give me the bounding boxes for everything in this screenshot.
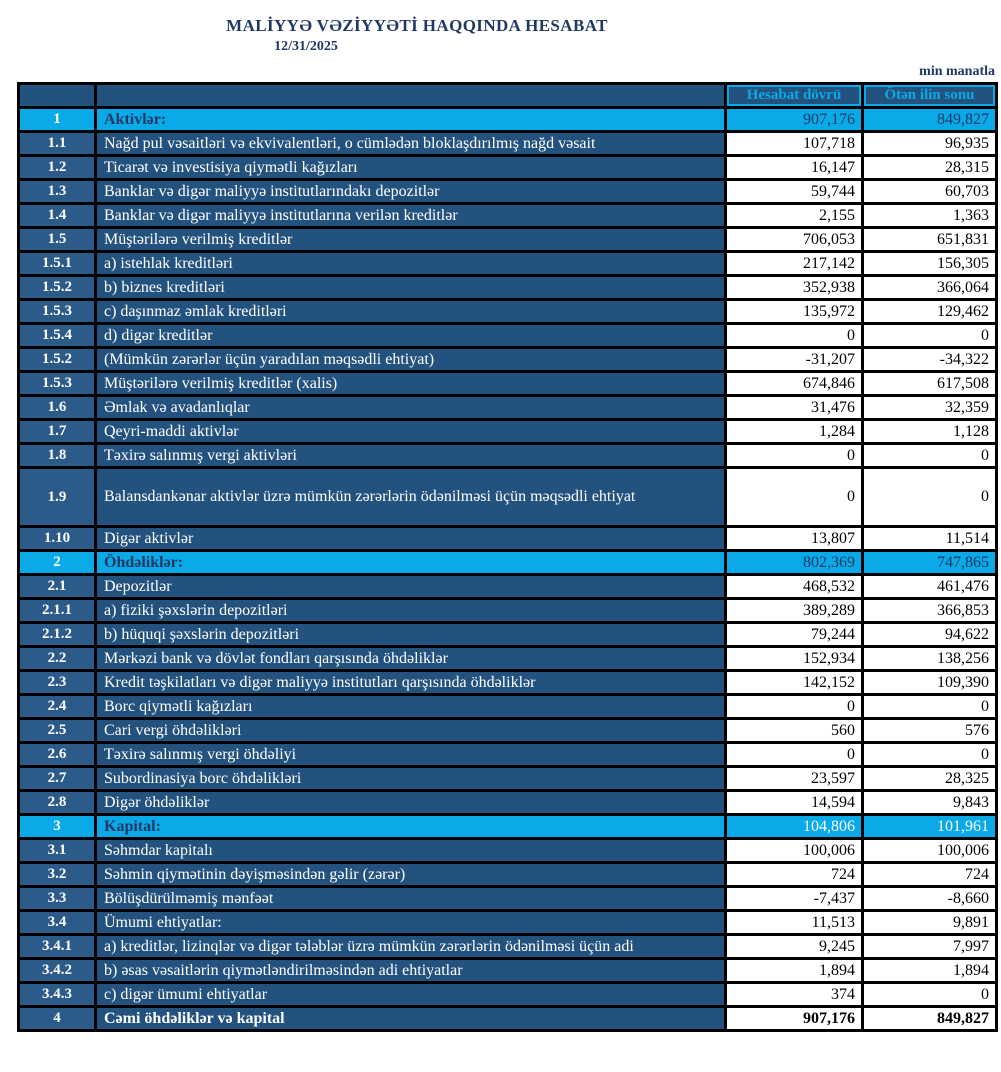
row-label-cell: Öhdəliklər: <box>96 551 726 575</box>
value-cell-current: 468,532 <box>726 575 863 599</box>
row-number-cell: 2.1.2 <box>19 623 96 647</box>
report-date: 12/31/2025 <box>274 39 338 54</box>
value-cell-current: 23,597 <box>726 767 863 791</box>
row-label-cell: b) biznes kreditləri <box>96 276 726 300</box>
value-cell-previous: 28,315 <box>863 156 997 180</box>
value-cell-previous: 1,363 <box>863 204 997 228</box>
row-label-cell: Cəmi öhdəliklər və kapital <box>96 1007 726 1031</box>
table-row <box>19 671 997 695</box>
table-row <box>19 767 997 791</box>
value-cell-current: 0 <box>726 324 863 348</box>
row-number-cell: 3.4.1 <box>19 935 96 959</box>
value-cell-current: 706,053 <box>726 228 863 252</box>
table-row <box>19 300 997 324</box>
value-cell-current: 142,152 <box>726 671 863 695</box>
table-row <box>19 420 997 444</box>
row-label-cell: Aktivlər: <box>96 108 726 132</box>
row-label-cell: Təxirə salınmış vergi öhdəliyi <box>96 743 726 767</box>
value-cell-previous: 0 <box>863 444 997 468</box>
row-label-cell: Təxirə salınmış vergi aktivləri <box>96 444 726 468</box>
row-number-cell: 1.5.4 <box>19 324 96 348</box>
row-label-cell: Müştərilərə verilmiş kreditlər (xalis) <box>96 372 726 396</box>
table-row <box>19 276 997 300</box>
value-cell-current: 724 <box>726 863 863 887</box>
value-cell-current: 104,806 <box>726 815 863 839</box>
row-label-cell: c) digər ümumi ehtiyatlar <box>96 983 726 1007</box>
table-row <box>19 983 997 1007</box>
row-number-cell: 1.5.3 <box>19 300 96 324</box>
table-row <box>19 228 997 252</box>
row-number-cell: 2.7 <box>19 767 96 791</box>
table-row <box>19 887 997 911</box>
table-row <box>19 863 997 887</box>
table-body <box>19 108 997 1031</box>
row-label-cell: Ümumi ehtiyatlar: <box>96 911 726 935</box>
row-label-cell: Banklar və digər maliyyə institutlarına verilən kreditlər <box>96 204 726 228</box>
row-label-cell: Kapital: <box>96 815 726 839</box>
row-number-cell: 4 <box>19 1007 96 1031</box>
value-cell-current: 135,972 <box>726 300 863 324</box>
value-cell-previous: 0 <box>863 743 997 767</box>
value-cell-current: -7,437 <box>726 887 863 911</box>
value-cell-previous: 1,128 <box>863 420 997 444</box>
row-number-cell: 3 <box>19 815 96 839</box>
row-number-cell: 1.6 <box>19 396 96 420</box>
value-cell-previous: 0 <box>863 468 997 527</box>
row-label-cell: Subordinasiya borc öhdəlikləri <box>96 767 726 791</box>
table-row <box>19 959 997 983</box>
value-cell-current: 107,718 <box>726 132 863 156</box>
value-cell-previous: 100,006 <box>863 839 997 863</box>
report-page <box>0 16 1001 1032</box>
row-number-cell: 1.4 <box>19 204 96 228</box>
row-label-cell: b) hüquqi şəxslərin depozitləri <box>96 623 726 647</box>
value-cell-previous: 724 <box>863 863 997 887</box>
table-row <box>19 839 997 863</box>
report-title: MALİYYƏ VƏZİYYƏTİ HAQQINDA HESABAT <box>226 16 608 35</box>
table-row <box>19 719 997 743</box>
row-label-cell: Digər aktivlər <box>96 527 726 551</box>
table-row <box>19 791 997 815</box>
row-number-cell: 3.4.2 <box>19 959 96 983</box>
table-row <box>19 348 997 372</box>
value-cell-previous: 0 <box>863 324 997 348</box>
row-number-cell: 2.8 <box>19 791 96 815</box>
row-number-cell: 1.5.2 <box>19 276 96 300</box>
row-number-cell: 1.5.3 <box>19 372 96 396</box>
header-current-period: Hesabat dövrü <box>726 84 863 108</box>
header-number-cell <box>19 84 96 108</box>
row-number-cell: 1.7 <box>19 420 96 444</box>
row-label-cell: Mərkəzi bank və dövlət fondları qarşısında öhdəliklər <box>96 647 726 671</box>
value-cell-previous: 0 <box>863 695 997 719</box>
row-label-cell: Əmlak və avadanlıqlar <box>96 396 726 420</box>
row-number-cell: 2.2 <box>19 647 96 671</box>
value-cell-previous: 101,961 <box>863 815 997 839</box>
row-label-cell: Səhmdar kapitalı <box>96 839 726 863</box>
value-cell-previous: 28,325 <box>863 767 997 791</box>
table-row <box>19 468 997 527</box>
value-cell-current: -31,207 <box>726 348 863 372</box>
value-cell-current: 374 <box>726 983 863 1007</box>
row-label-cell: a) kreditlər, lizinqlər və digər tələblər üzrə mümkün zərərlərin ödənilməsi üçün adi <box>96 935 726 959</box>
header-label-cell <box>96 84 726 108</box>
row-label-cell: Kredit təşkilatları və digər maliyyə institutları qarşısında öhdəliklər <box>96 671 726 695</box>
unit-note: min manatla <box>919 64 995 79</box>
value-cell-current: 14,594 <box>726 791 863 815</box>
value-cell-current: 0 <box>726 743 863 767</box>
value-cell-previous: 366,064 <box>863 276 997 300</box>
value-cell-current: 59,744 <box>726 180 863 204</box>
value-cell-current: 79,244 <box>726 623 863 647</box>
row-number-cell: 1.9 <box>19 468 96 527</box>
value-cell-current: 2,155 <box>726 204 863 228</box>
row-number-cell: 3.1 <box>19 839 96 863</box>
table-row <box>19 444 997 468</box>
row-number-cell: 3.2 <box>19 863 96 887</box>
table-row <box>19 743 997 767</box>
row-label-cell: Borc qiymətli kağızları <box>96 695 726 719</box>
value-cell-current: 352,938 <box>726 276 863 300</box>
value-cell-current: 1,894 <box>726 959 863 983</box>
table-row <box>19 599 997 623</box>
table-row <box>19 252 997 276</box>
row-number-cell: 2 <box>19 551 96 575</box>
row-label-cell: Depozitlər <box>96 575 726 599</box>
row-number-cell: 3.3 <box>19 887 96 911</box>
value-cell-previous: 651,831 <box>863 228 997 252</box>
value-cell-previous: 366,853 <box>863 599 997 623</box>
value-cell-previous: -34,322 <box>863 348 997 372</box>
value-cell-previous: 747,865 <box>863 551 997 575</box>
value-cell-previous: 849,827 <box>863 1007 997 1031</box>
value-cell-current: 1,284 <box>726 420 863 444</box>
row-number-cell: 2.3 <box>19 671 96 695</box>
row-label-cell: Digər öhdəliklər <box>96 791 726 815</box>
value-cell-current: 13,807 <box>726 527 863 551</box>
table-row <box>19 108 997 132</box>
financial-position-table <box>17 82 998 1032</box>
value-cell-current: 9,245 <box>726 935 863 959</box>
value-cell-current: 802,369 <box>726 551 863 575</box>
table-row <box>19 396 997 420</box>
row-label-cell: Banklar və digər maliyyə institutlarındakı depozitlər <box>96 180 726 204</box>
row-label-cell: Balansdankənar aktivlər üzrə mümkün zərərlərin ödənilməsi üçün məqsədli ehtiyat <box>96 468 726 527</box>
value-cell-previous: 94,622 <box>863 623 997 647</box>
value-cell-current: 11,513 <box>726 911 863 935</box>
value-cell-current: 907,176 <box>726 108 863 132</box>
value-cell-current: 217,142 <box>726 252 863 276</box>
table-row <box>19 180 997 204</box>
row-label-cell: c) daşınmaz əmlak kreditləri <box>96 300 726 324</box>
table-row <box>19 551 997 575</box>
row-label-cell: d) digər kreditlər <box>96 324 726 348</box>
table-row <box>19 156 997 180</box>
value-cell-previous: 617,508 <box>863 372 997 396</box>
table-row <box>19 527 997 551</box>
value-cell-previous: 9,843 <box>863 791 997 815</box>
row-label-cell: Bölüşdürülməmiş mənfəət <box>96 887 726 911</box>
row-label-cell: Səhmin qiymətinin dəyişməsindən gəlir (zərər) <box>96 863 726 887</box>
table-row <box>19 324 997 348</box>
value-cell-previous: 849,827 <box>863 108 997 132</box>
value-cell-current: 0 <box>726 444 863 468</box>
value-cell-previous: 156,305 <box>863 252 997 276</box>
row-label-cell: Cari vergi öhdəlikləri <box>96 719 726 743</box>
value-cell-current: 907,176 <box>726 1007 863 1031</box>
row-label-cell: Nağd pul vəsaitləri və ekvivalentləri, o cümlədən bloklaşdırılmış nağd vəsait <box>96 132 726 156</box>
row-number-cell: 1.2 <box>19 156 96 180</box>
row-label-cell: (Mümkün zərərlər üçün yaradılan məqsədli ehtiyat) <box>96 348 726 372</box>
row-number-cell: 1.1 <box>19 132 96 156</box>
value-cell-current: 152,934 <box>726 647 863 671</box>
table-row <box>19 372 997 396</box>
value-cell-current: 31,476 <box>726 396 863 420</box>
value-cell-current: 16,147 <box>726 156 863 180</box>
row-number-cell: 2.5 <box>19 719 96 743</box>
value-cell-current: 100,006 <box>726 839 863 863</box>
row-number-cell: 2.1.1 <box>19 599 96 623</box>
row-number-cell: 1.3 <box>19 180 96 204</box>
row-number-cell: 1.10 <box>19 527 96 551</box>
value-cell-current: 674,846 <box>726 372 863 396</box>
table-header-row <box>19 84 997 108</box>
value-cell-previous: 129,462 <box>863 300 997 324</box>
row-label-cell: Qeyri-maddi aktivlər <box>96 420 726 444</box>
value-cell-previous: 9,891 <box>863 911 997 935</box>
row-label-cell: a) istehlak kreditləri <box>96 252 726 276</box>
row-number-cell: 2.1 <box>19 575 96 599</box>
value-cell-previous: 0 <box>863 983 997 1007</box>
value-cell-previous: 60,703 <box>863 180 997 204</box>
row-number-cell: 2.4 <box>19 695 96 719</box>
row-number-cell: 3.4.3 <box>19 983 96 1007</box>
row-number-cell: 1.5.2 <box>19 348 96 372</box>
table-row <box>19 647 997 671</box>
value-cell-previous: 1,894 <box>863 959 997 983</box>
row-number-cell: 1.8 <box>19 444 96 468</box>
row-label-cell: b) əsas vəsaitlərin qiymətləndirilməsindən adi ehtiyatlar <box>96 959 726 983</box>
value-cell-previous: 109,390 <box>863 671 997 695</box>
value-cell-previous: -8,660 <box>863 887 997 911</box>
value-cell-previous: 96,935 <box>863 132 997 156</box>
row-number-cell: 2.6 <box>19 743 96 767</box>
table-row <box>19 695 997 719</box>
table-row <box>19 911 997 935</box>
value-cell-previous: 11,514 <box>863 527 997 551</box>
value-cell-previous: 32,359 <box>863 396 997 420</box>
row-number-cell: 1.5 <box>19 228 96 252</box>
header-previous-period: Ötən ilin sonu <box>863 84 997 108</box>
table-row <box>19 935 997 959</box>
value-cell-previous: 576 <box>863 719 997 743</box>
row-number-cell: 1 <box>19 108 96 132</box>
table-row <box>19 132 997 156</box>
value-cell-current: 0 <box>726 695 863 719</box>
value-cell-previous: 138,256 <box>863 647 997 671</box>
row-label-cell: Ticarət və investisiya qiymətli kağızları <box>96 156 726 180</box>
value-cell-previous: 7,997 <box>863 935 997 959</box>
value-cell-previous: 461,476 <box>863 575 997 599</box>
row-number-cell: 1.5.1 <box>19 252 96 276</box>
row-label-cell: Müştərilərə verilmiş kreditlər <box>96 228 726 252</box>
table-row <box>19 575 997 599</box>
value-cell-current: 560 <box>726 719 863 743</box>
value-cell-current: 389,289 <box>726 599 863 623</box>
table-row <box>19 1007 997 1031</box>
table-row <box>19 204 997 228</box>
table-row <box>19 815 997 839</box>
row-label-cell: a) fiziki şəxslərin depozitləri <box>96 599 726 623</box>
table-row <box>19 623 997 647</box>
value-cell-current: 0 <box>726 468 863 527</box>
row-number-cell: 3.4 <box>19 911 96 935</box>
